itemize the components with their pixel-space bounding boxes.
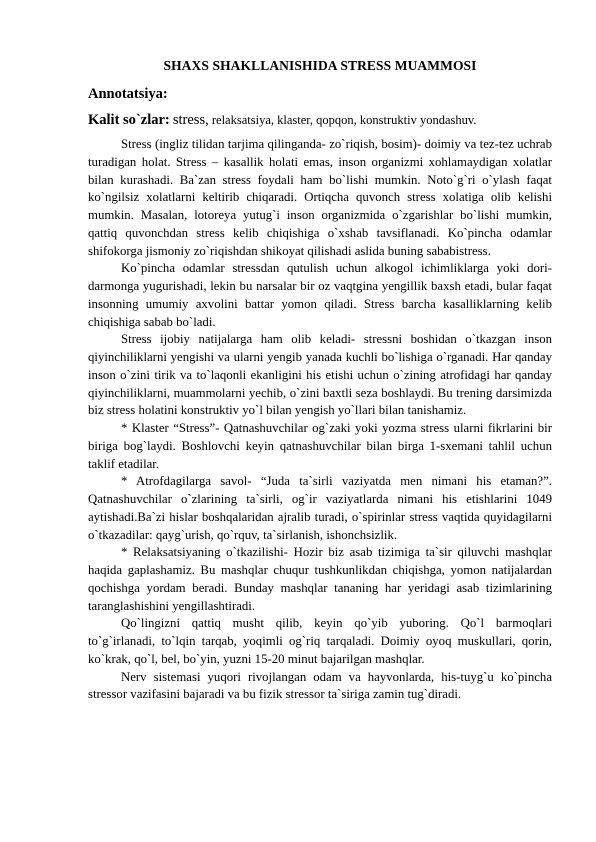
keywords-label: Kalit so`zlar: (88, 112, 170, 128)
keywords-list: relaksatsiya, klaster, qopqon, konstruktiv yondashuv. (211, 113, 477, 127)
paragraph-positive-effects: Stress ijobiy natijalarga ham olib keladi- stressni boshidan o`tkazgan inson qiyinchiliklarni yengishi va ularni yengib yanada kuchli bo`lishiga o`rganadi. Har qanday inson o`zini tirik va to`laqonli ekanligini his etishi uchun o`zining atrofidagi har qanday qiyinchiliklarni, muammolarni yechib, o`zini baxtli seza boshlaydi. Bu trening darsimizda biz stress holatini konstruktiv yo`l bilan yengish yo`llari bilan tanishamiz. (88, 332, 552, 418)
keywords-lead: stress, (172, 112, 209, 128)
annotation-heading: Annotatsiya: (88, 86, 168, 102)
paragraph-exercise: Qo`lingizni qattiq musht qilib, keyin qo`yib yuboring. Qo`l barmoqlari to`g`irlanadi, to`lqin tarqab, yoqimli og`riq tarqaladi. Doimiy oyoq muskullari, qorin, ko`krak, qo`l, bel, bo`yin, yuzni 15-20 minut bajarilgan mashqlar. (88, 616, 552, 666)
document-title: SHAXS SHAKLLANISHIDA STRESS MUAMMOSI (163, 58, 477, 73)
paragraph-relaxation: * Relaksatsiyaning o`tkazilishi- Hozir biz asab tizimiga ta`sir qiluvchi mashqlar haqida gaplashamiz. Bu mashqlar chuqur tushkunlikdan chiqishga, yomon natijalardan qochishga yordam beradi. Bunday mashqlar tananing har yeridagi asab tizimlarining taranglashishini yengillashtiradi. (88, 545, 552, 613)
paragraph-coping: Ko`pincha odamlar stressdan qutulish uchun alkogol ichimliklarga yoki dori-darmonga yugurishadi, lekin bu narsalar bir oz vaqtgina yengillik baxsh etadi, bular faqat insonning umumiy axvolini battar yomon qiladi. Stress barcha kasalliklarning kelib chiqishiga sabab bo`ladi. (88, 261, 552, 329)
paragraph-nervous-system: Nerv sistemasi yuqori rivojlangan odam va hayvonlarda, his-tuyg`u ko`pincha stressor vazifasini bajaradi va bu fizik stressor ta`siriga zamin tug`diradi. (88, 669, 552, 702)
paragraph-question: * Atrofdagilarga savol- “Juda ta`sirli vaziyatda men nimani his etaman?”. Qatnashuvchilar o`zlarining ta`sirli, og`ir vaziyatlarda nimani his etishlarini 1049 aytishadi.Ba`zi hislar boshqalaridan ajralib turadi, o`spirinlar stress vaqtida quyidagilarni o`tkazadilar: qayg`urish, qo`rquv, ta`sirlanish, ishonchsizlik. (88, 474, 552, 542)
paragraph-cluster: * Klaster “Stress”- Qatnashuvchilar og`zaki yoki yozma stress ularni fikrlarini bir biriga bog`laydi. Boshlovchi keyin qatnashuvchilar bilan birga 1-sxemani tahlil uchun taklif etadilar. (88, 421, 552, 471)
paragraph-stress-definition: Stress (ingliz tilidan tarjima qilinganda- zo`riqish, bosim)- doimiy va tez-tez uchrab turadigan holat. Stress – kasallik holati emas, inson organizmi xohlamaydigan xolatlar bilan kurashadi. Ba`zan stress foydali ham bo`lishi mumkin. Noto`g`ri o`ylash faqat ko`ngilsiz xolatlarni keltirib chiqaradi. Ortiqcha quvonch stress xolatiga olib kelishi mumkin. Masalan, lotoreya yutug`i inson organizmida o`zgarishlar bo`lishi mumkin, qattiq quvonchdan stress kelib chiqishiga o`xshab tavsiflanadi. Ko`pincha odamlar shifokorga jismoniy zo`riqishdan shikoyat qilishadi aslida buning sababistress. (88, 137, 552, 258)
keywords-line (88, 111, 552, 129)
